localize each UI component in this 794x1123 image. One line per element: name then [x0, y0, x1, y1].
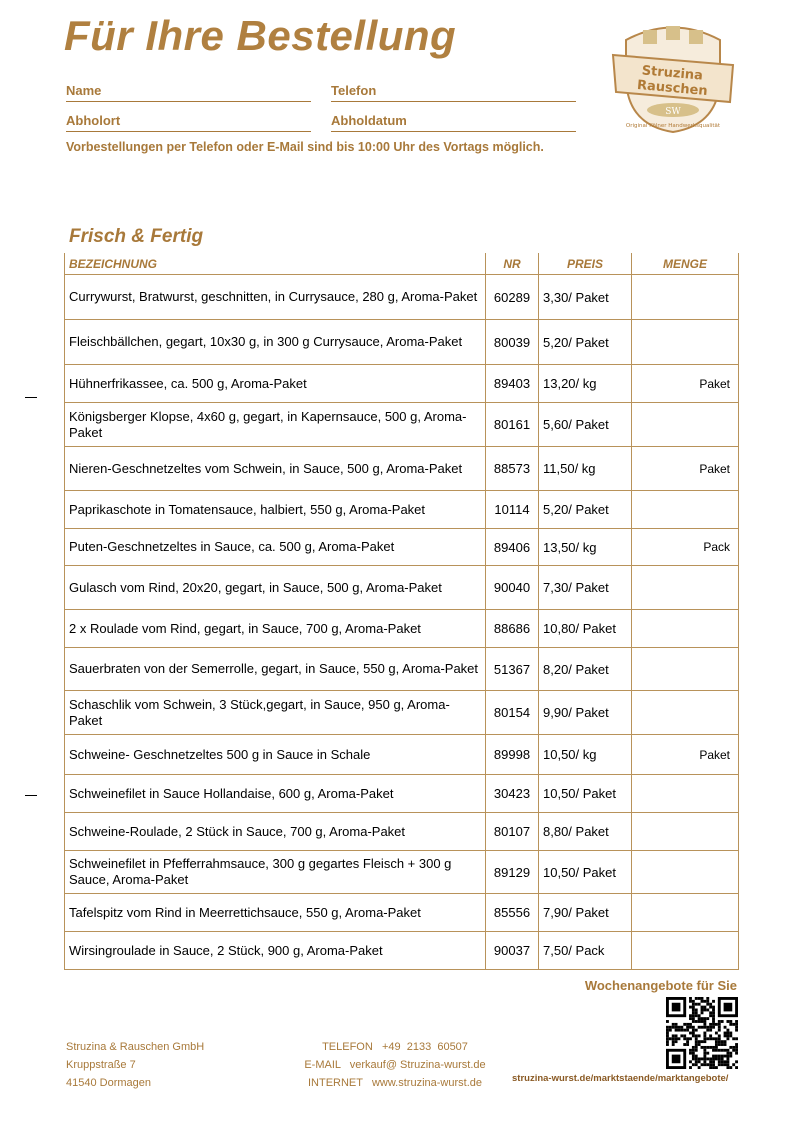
product-price: 10,80/ Paket: [539, 610, 632, 648]
product-name: Fleischbällchen, gegart, 10x30 g, in 300 g Currysauce, Aroma-Paket: [65, 320, 486, 365]
qr-code[interactable]: [666, 997, 738, 1069]
product-price: 8,80/ Paket: [539, 813, 632, 851]
table-row: [65, 813, 739, 851]
table-row: [65, 735, 739, 775]
product-price: 5,20/ Paket: [539, 320, 632, 365]
product-name: Schweinefilet in Pfefferrahmsauce, 300 g gegartes Fleisch + 300 g Sauce, Aroma-Paket: [65, 851, 486, 894]
product-name: Gulasch vom Rind, 20x20, gegart, in Sauce, 500 g, Aroma-Paket: [65, 566, 486, 610]
qr-url[interactable]: struzina-wurst.de/marktstaende/marktangebote/: [512, 1073, 729, 1084]
telefon-label: Telefon: [331, 83, 377, 98]
product-name: Königsberger Klopse, 4x60 g, gegart, in Kapernsauce, 500 g, Aroma-Paket: [65, 403, 486, 447]
product-number: 89129: [486, 851, 539, 894]
col-bezeichnung: BEZEICHNUNG: [65, 253, 486, 275]
product-name: Sauerbraten von der Semerrolle, gegart, in Sauce, 550 g, Aroma-Paket: [65, 648, 486, 691]
product-name: Schaschlik vom Schwein, 3 Stück,gegart, in Sauce, 950 g, Aroma-Paket: [65, 691, 486, 735]
abholort-label: Abholort: [66, 113, 121, 128]
company-name: Struzina & Rauschen GmbH: [66, 1041, 205, 1053]
abholort-field[interactable]: [66, 113, 311, 132]
product-price: 8,20/ Paket: [539, 648, 632, 691]
email-link[interactable]: E-MAIL verkauf@ Struzina-wurst.de: [304, 1059, 486, 1071]
quantity-cell[interactable]: [632, 691, 739, 735]
table-row: [65, 648, 739, 691]
product-price: 9,90/ Paket: [539, 691, 632, 735]
product-name: Currywurst, Bratwurst, geschnitten, in Currysauce, 280 g, Aroma-Paket: [65, 275, 486, 320]
product-price: 7,50/ Pack: [539, 932, 632, 970]
product-number: 80107: [486, 813, 539, 851]
product-name: Paprikaschote in Tomatensauce, halbiert, 550 g, Aroma-Paket: [65, 491, 486, 529]
name-field[interactable]: [66, 83, 311, 102]
product-price: 7,90/ Paket: [539, 894, 632, 932]
product-name: Schweine-Roulade, 2 Stück in Sauce, 700 g, Aroma-Paket: [65, 813, 486, 851]
product-number: 10114: [486, 491, 539, 529]
table-row: [65, 447, 739, 491]
telefon-field[interactable]: [331, 83, 576, 102]
product-name: Puten-Geschnetzeltes in Sauce, ca. 500 g, Aroma-Paket: [65, 529, 486, 566]
product-number: 90040: [486, 566, 539, 610]
product-name: Schweine- Geschnetzeltes 500 g in Sauce in Schale: [65, 735, 486, 775]
company-city: 41540 Dormagen: [66, 1077, 152, 1089]
product-number: 88573: [486, 447, 539, 491]
product-price: 5,20/ Paket: [539, 491, 632, 529]
svg-text:Rauschen: Rauschen: [636, 77, 709, 100]
product-number: 80039: [486, 320, 539, 365]
product-name: Wirsingroulade in Sauce, 2 Stück, 900 g, Aroma-Paket: [65, 932, 486, 970]
table-row: [65, 491, 739, 529]
name-label: Name: [66, 83, 102, 98]
page-title: Für Ihre Bestellung: [64, 12, 457, 59]
product-price: 11,50/ kg: [539, 447, 632, 491]
table-row: [65, 932, 739, 970]
product-name: 2 x Roulade vom Rind, gegart, in Sauce, 700 g, Aroma-Paket: [65, 610, 486, 648]
quantity-cell[interactable]: Paket: [632, 365, 739, 403]
product-table: [64, 253, 739, 970]
company-street: Kruppstraße 7: [66, 1059, 136, 1071]
product-number: 88686: [486, 610, 539, 648]
fold-mark: [25, 795, 37, 796]
quantity-cell[interactable]: [632, 275, 739, 320]
abholdatum-label: Abholdatum: [331, 113, 407, 128]
section-title: Frisch & Fertig: [69, 226, 204, 247]
footer-address: [66, 1038, 204, 1092]
abholdatum-field[interactable]: [331, 113, 576, 132]
quantity-cell[interactable]: [632, 894, 739, 932]
table-row: [65, 775, 739, 813]
col-nr: NR: [486, 253, 539, 275]
col-preis: PREIS: [539, 253, 632, 275]
table-row: [65, 529, 739, 566]
product-number: 80161: [486, 403, 539, 447]
quantity-cell[interactable]: [632, 851, 739, 894]
table-row: [65, 403, 739, 447]
svg-text:Struzina: Struzina: [641, 63, 704, 84]
order-note: Vorbestellungen per Telefon oder E-Mail sind bis 10:00 Uhr des Vortags möglich.: [66, 140, 544, 154]
quantity-cell[interactable]: [632, 775, 739, 813]
quantity-cell[interactable]: Paket: [632, 735, 739, 775]
product-price: 10,50/ Paket: [539, 775, 632, 813]
product-number: 30423: [486, 775, 539, 813]
product-price: 10,50/ Paket: [539, 851, 632, 894]
table-row: [65, 566, 739, 610]
table-row: [65, 691, 739, 735]
company-logo: [608, 20, 738, 140]
product-name: Tafelspitz vom Rind in Meerrettichsauce, 550 g, Aroma-Paket: [65, 894, 486, 932]
product-price: 3,30/ Paket: [539, 275, 632, 320]
quantity-cell[interactable]: Pack: [632, 529, 739, 566]
svg-text:Original Kölner Handwerksquali: Original Kölner Handwerksqualität: [625, 123, 721, 129]
table-row: [65, 365, 739, 403]
quantity-cell[interactable]: [632, 610, 739, 648]
quantity-cell[interactable]: [632, 320, 739, 365]
product-number: 89998: [486, 735, 539, 775]
col-menge: MENGE: [632, 253, 739, 275]
product-number: 51367: [486, 648, 539, 691]
table-row: [65, 610, 739, 648]
quantity-cell[interactable]: [632, 491, 739, 529]
table-header: [65, 253, 739, 275]
product-name: Schweinefilet in Sauce Hollandaise, 600 g, Aroma-Paket: [65, 775, 486, 813]
quantity-cell[interactable]: [632, 813, 739, 851]
product-price: 13,50/ kg: [539, 529, 632, 566]
svg-text:SW: SW: [665, 107, 681, 117]
quantity-cell[interactable]: [632, 648, 739, 691]
product-number: 80154: [486, 691, 539, 735]
quantity-cell[interactable]: Paket: [632, 447, 739, 491]
product-name: Hühnerfrikassee, ca. 500 g, Aroma-Paket: [65, 365, 486, 403]
phone: TELEFON +49 2133 60507: [322, 1041, 468, 1053]
product-number: 89403: [486, 365, 539, 403]
product-price: 7,30/ Paket: [539, 566, 632, 610]
product-price: 10,50/ kg: [539, 735, 632, 775]
quantity-cell[interactable]: [632, 566, 739, 610]
quantity-cell[interactable]: [632, 932, 739, 970]
product-number: 60289: [486, 275, 539, 320]
product-name: Nieren-Geschnetzeltes vom Schwein, in Sauce, 500 g, Aroma-Paket: [65, 447, 486, 491]
web-link[interactable]: INTERNET www.struzina-wurst.de: [307, 1077, 482, 1089]
table-row: [65, 320, 739, 365]
product-price: 13,20/ kg: [539, 365, 632, 403]
fold-mark: [25, 397, 37, 398]
table-row: [65, 894, 739, 932]
footer-contact: [260, 1038, 530, 1092]
offers-heading: Wochenangebote für Sie: [584, 978, 737, 993]
product-price: 5,60/ Paket: [539, 403, 632, 447]
table-row: [65, 275, 739, 320]
quantity-cell[interactable]: [632, 403, 739, 447]
product-number: 85556: [486, 894, 539, 932]
product-number: 90037: [486, 932, 539, 970]
table-row: [65, 851, 739, 894]
product-number: 89406: [486, 529, 539, 566]
